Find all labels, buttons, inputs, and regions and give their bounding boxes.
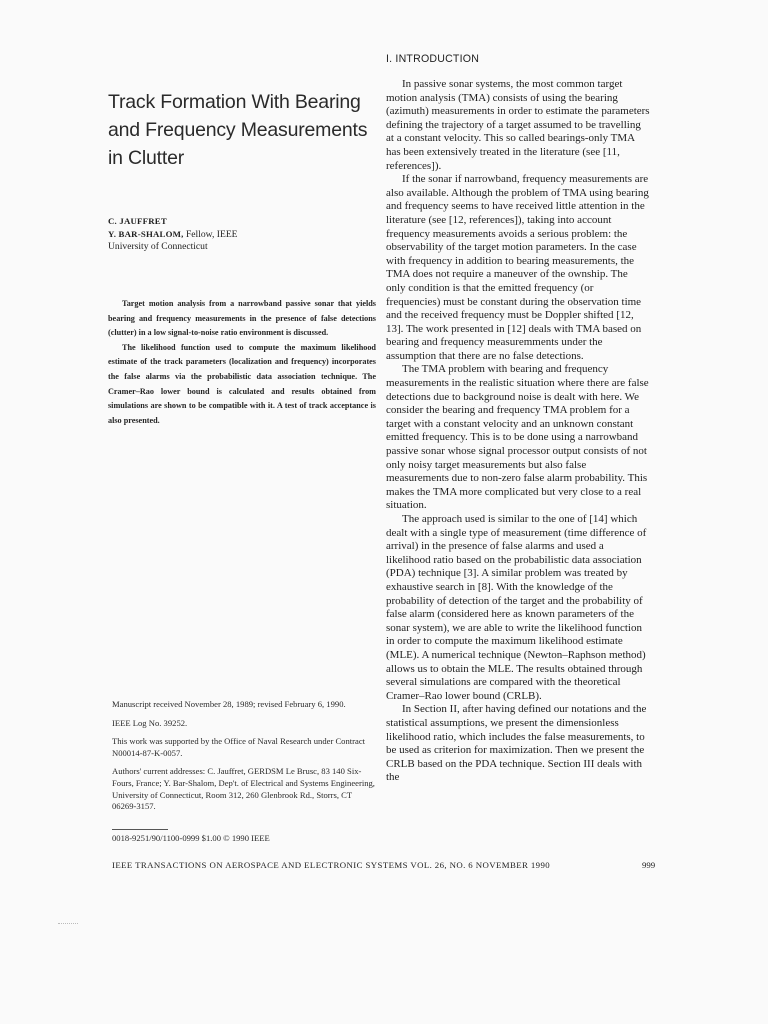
- author-1: C. JAUFFRET: [108, 216, 167, 226]
- author-2: [108, 228, 368, 242]
- running-footer: IEEE TRANSACTIONS ON AEROSPACE AND ELECTRONIC SYSTEMS VOL. 26, NO. 6 NOVEMBER 1990: [112, 860, 551, 870]
- author-block: [108, 215, 368, 254]
- page-number: 999: [642, 860, 656, 870]
- author-affiliation: University of Connecticut: [108, 241, 208, 252]
- title-line-3: in Clutter: [108, 147, 185, 169]
- body-paragraph-5: In Section II, after having defined our notations and the statistical assumptions, we present the dimensionless likelihood ratio, which includes the false measurements, to be used as criterion for maximization. Then we present the CRLB based on the PDA technique. Section III deals with the: [386, 703, 647, 784]
- body-paragraph-3: The TMA problem with bearing and frequency measurements in the realistic situation where there are false detections due to background noise is dealt with here. We consider the bearing and frequency TMA problem for a target with a constant velocity and an unknown constant emitted frequency. This is to be done using a narrowband passive sonar whose signal processor output consists of not only noisy target measurements but also false measurements due to non-zero false alarm probability. This makes the TMA more complicated but very close to a real situation.: [386, 363, 649, 512]
- body-paragraph-4: The approach used is similar to the one of [14] which dealt with a single type of measurement (time difference of arrival) in the presence of false alarms and used a likelihood ratio based on the probabilistic data association (PDA) technique [3]. A similar problem was treated by exhaustive search in [8]. With the knowledge of the probability of detection of the target and the probability of false alarm (considered here as known parameters of the sonar system), we are able to write the likelihood function in order to compute the maximum likelihood estimate (MLE). A numerical technique (Newton–Raphson method) allows us to obtain the MLE. The results obtained through several simulations are compared with the theoretical Cramer–Rao lower bound (CRLB).: [386, 513, 647, 702]
- scan-artifact: [58, 923, 78, 924]
- footnote-log-number: IEEE Log No. 39252.: [112, 717, 188, 728]
- footnote-received: Manuscript received November 28, 1989; revised February 6, 1990.: [112, 699, 346, 709]
- paper-title: [108, 88, 378, 172]
- body-paragraph-1: In passive sonar systems, the most common target motion analysis (TMA) consists of using the bearing (azimuth) measurements in order to estimate the parameters defining the trajectory of a target assumed to be travelling at a constant velocity. This so called bearings-only TMA has been extensively treated in the literature (see [11, references]).: [386, 78, 650, 172]
- title-line-1: Track Formation With Bearing: [108, 91, 361, 113]
- copyright-line: 0018-9251/90/1100-0999 $1.00 © 1990 IEEE: [112, 833, 270, 843]
- footnote-rule: [112, 829, 168, 830]
- body-paragraph-2: If the sonar if narrowband, frequency measurements are also available. Although the problem of TMA using bearing and frequency seems to have received little attention in the literature (see [12, references]), taking into account frequency measurements avoids a serious problem: the observability of the target motion parameters. In the case with frequency in addition to bearing measurements, the TMA does not require a maneuver of the ownship. The only condition is that the emitted frequency (or frequencies) must be constant during the observation time and the received frequency must be Doppler shifted [12, 13]. The work presented in [12] deals with TMA based on bearing and frequency measuremments under the assumption that there are no false detections.: [386, 173, 649, 362]
- introduction-body: [386, 78, 650, 785]
- footnote-addresses: Authors' current addresses: C. Jauffret, GERDSM Le Brusc, 83 140 Six-Fours, France; Y. Bar-Shalom, Dep't. of Electrical and Systems Engineering, University of Connecticut, Room 312, 260 Glenbrook Rd., Storrs, CT 06269-3157.: [112, 766, 375, 812]
- footnote-support: This work was supported by the Office of Naval Research under Contract N00014-87-K-0057.: [112, 736, 366, 758]
- abstract: [108, 297, 376, 428]
- abstract-paragraph-2: The likelihood function used to compute the maximum likelihood estimate of the track parameters (localization and frequency) incorporates the false alarms via the probabilistic data association technique. The Cramer–Rao lower bound is calculated and results obtained from simulations are shown to be compatible with it. A test of track acceptance is also presented.: [108, 342, 376, 425]
- abstract-paragraph-1: Target motion analysis from a narrowband passive sonar that yields bearing and frequency measurements in the presence of false detections (clutter) in a low signal-to-noise ratio environment is discussed.: [108, 299, 376, 338]
- title-line-2: and Frequency Measurements: [108, 119, 368, 141]
- author-2-name: Y. BAR-SHALOM,: [108, 228, 184, 239]
- author-2-title: Fellow, IEEE: [183, 228, 238, 240]
- footnotes: [112, 699, 378, 820]
- section-heading: I. INTRODUCTION: [386, 53, 480, 65]
